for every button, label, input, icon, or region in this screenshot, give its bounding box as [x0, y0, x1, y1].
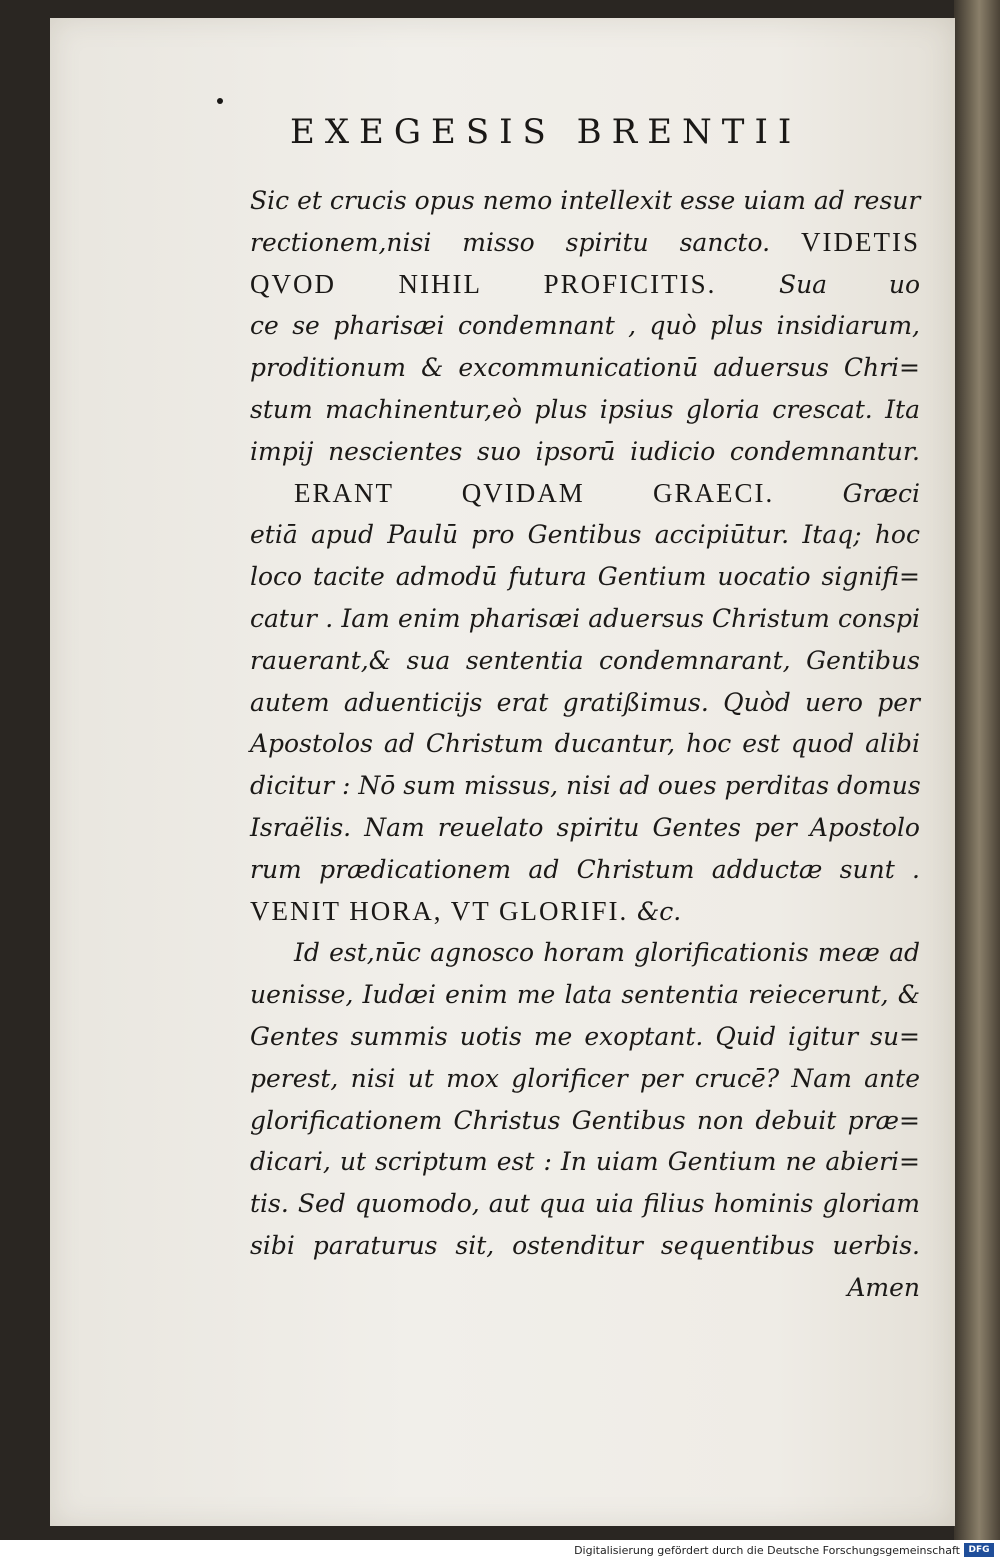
text-line	[250, 682, 920, 724]
text-segment: Sic et crucis opus nemo intellexit esse uiam ad resur	[250, 186, 921, 215]
text-line	[250, 473, 920, 515]
text-segment: Id est,nūc agnosco horam glorificationis meæ ad	[294, 938, 920, 968]
running-title: EXEGESIS BRENTII	[290, 112, 802, 152]
ink-dot	[217, 98, 223, 104]
text-segment: proditionum & excommunicationū aduersus Chri=	[250, 353, 920, 383]
body-text	[250, 180, 920, 1309]
text-line	[250, 347, 920, 389]
text-segment: rauerant,& sua sententia condemnarant, Gentibus	[250, 645, 920, 675]
text-line	[250, 807, 920, 849]
text-segment: glorificationem Christus Gentibus non debuit præ=	[250, 1105, 920, 1135]
text-line	[250, 1100, 920, 1142]
text-segment: ce se pharisæi condemnant , quò plus insidiarum,	[250, 311, 920, 341]
text-line	[250, 514, 920, 556]
text-line	[250, 556, 920, 598]
text-line	[250, 723, 920, 765]
text-segment: dicitur : Nō sum missus, nisi ad oues perditas domus	[250, 771, 921, 801]
text-segment: Israëlis. Nam reuelato spiritu Gentes per Apostolo	[250, 812, 920, 842]
text-segment: stum machinentur,eò plus ipsius gloria crescat. Ita	[250, 394, 920, 424]
text-segment: &c.	[637, 896, 682, 926]
text-segment: sibi paraturus sit, ostenditur sequentibus uerbis.	[250, 1230, 920, 1260]
text-segment: dicari, ut scriptum est : In uiam Gentium ne abieri=	[250, 1147, 920, 1177]
text-segment: impij nescientes suo ipsorū iudicio condemnantur.	[250, 436, 920, 466]
text-segment: uenisse, Iudæi enim me lata sententia reiecerunt, &	[250, 980, 920, 1010]
text-line	[250, 431, 920, 473]
text-segment: Apostolos ad Christum ducantur, hoc est quod alibi	[250, 729, 920, 759]
text-line	[250, 264, 920, 306]
text-line	[250, 305, 920, 347]
text-line	[250, 1141, 920, 1183]
footer-credit: Digitalisierung gefördert durch die Deutsche Forschungsgemeinschaft	[574, 1544, 960, 1557]
text-line	[250, 1225, 920, 1267]
text-segment: loco tacite admodū futura Gentium uocatio signifi=	[250, 562, 920, 592]
text-segment: etiā apud Paulū pro Gentibus accipiūtur. Itaq; hoc	[250, 520, 920, 550]
text-line	[250, 932, 920, 974]
small-caps-segment: VIDETIS	[801, 226, 920, 257]
book-edge	[954, 0, 1000, 1540]
text-line	[250, 389, 920, 431]
text-segment: tis. Sed quomodo, aut qua uia filius hominis gloriam	[250, 1189, 920, 1219]
text-line	[250, 180, 920, 222]
text-line	[250, 849, 920, 891]
text-line	[250, 1058, 920, 1100]
small-caps-segment: QVOD NIHIL PROFICITIS.	[250, 268, 779, 299]
text-segment: rum prædicationem ad Christum adductæ sunt .	[250, 854, 920, 884]
dfg-logo: DFG	[964, 1543, 994, 1557]
text-line	[250, 640, 920, 682]
small-caps-segment: VENIT HORA, VT GLORIFI.	[250, 895, 638, 926]
text-line	[250, 891, 920, 933]
text-segment: Gentes summis uotis me exoptant. Quid igitur su=	[250, 1021, 920, 1051]
text-line	[250, 1016, 920, 1058]
text-segment: catur . Iam enim pharisæi aduersus Christum conspi	[250, 603, 920, 633]
text-segment: autem aduenticijs erat gratißimus. Quòd uero per	[250, 687, 920, 717]
catchword: Amen	[847, 1272, 920, 1302]
text-line	[250, 974, 920, 1016]
text-segment: perest, nisi ut mox glorificer per crucē? Nam ante	[250, 1063, 920, 1093]
text-line	[250, 1183, 920, 1225]
text-line	[250, 598, 920, 640]
text-line	[250, 222, 920, 264]
text-segment: Sua uo	[778, 269, 921, 299]
small-caps-segment: ERANT QVIDAM GRAECI.	[294, 477, 843, 508]
text-segment: Græci	[842, 478, 920, 508]
text-line	[250, 765, 920, 807]
text-segment: rectionem,nisi misso spiritu sancto.	[250, 227, 802, 257]
